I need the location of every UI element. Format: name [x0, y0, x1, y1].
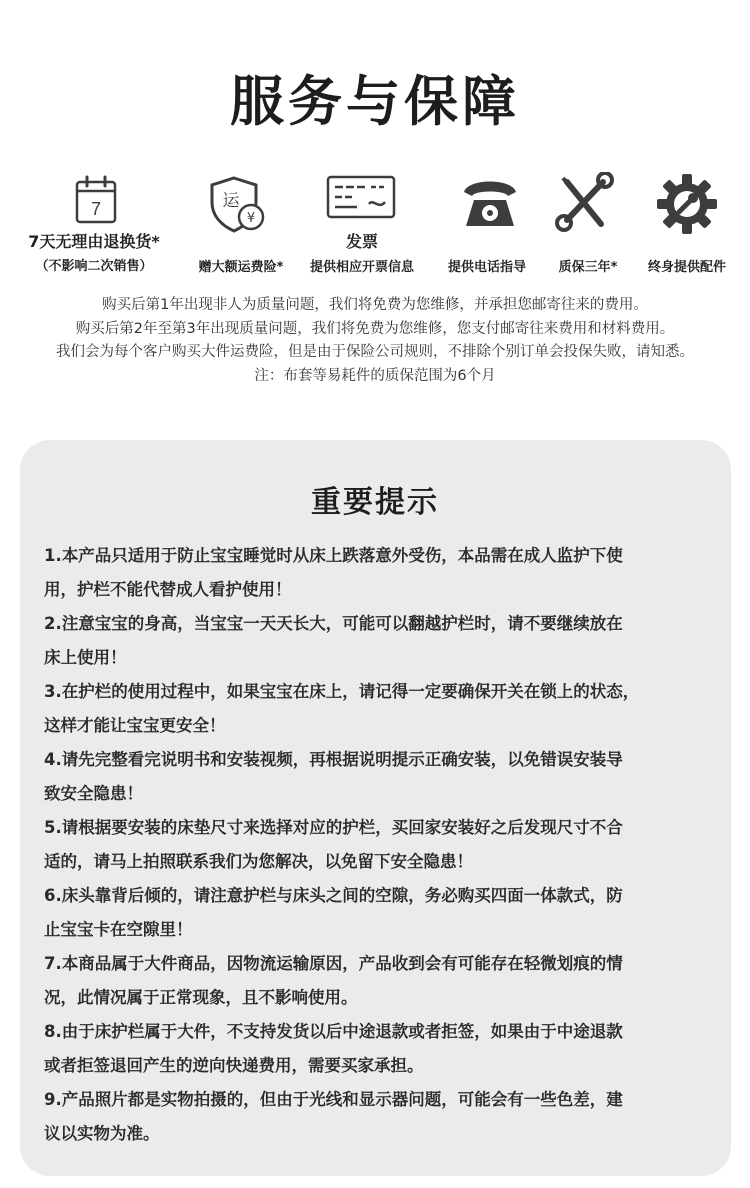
- note-line: 购买后第1年出现非人为质量问题，我们将免费为您维修，并承担您邮寄往来的费用。: [102, 297, 648, 313]
- notice-line: 况，此情况属于正常现象，且不影响使用。: [44, 988, 358, 1007]
- service-sublabel-return: （不影响二次销售）: [35, 259, 153, 274]
- freight-insurance-shield-icon: [204, 172, 268, 236]
- shield-badge-char: 运: [222, 191, 240, 211]
- service-label-phone: 提供电话指导: [447, 260, 526, 275]
- notice-line: 床上使用！: [44, 648, 127, 667]
- notice-line: 致安全隐患！: [44, 784, 143, 803]
- service-label-warranty: 质保三年*: [558, 260, 618, 275]
- notice-line: 8.由于床护栏属于大件，不支持发货以后中途退款或者拒签，如果由于中途退款: [44, 1022, 623, 1041]
- notice-line: 5.请根据要安装的床垫尺寸来选择对应的护栏，买回家安装好之后发现尺寸不合: [44, 818, 623, 837]
- notice-line: 用，护栏不能代替成人看护使用！: [44, 580, 292, 599]
- telephone-icon: [458, 172, 522, 236]
- notice-line: 1.本产品只适用于防止宝宝睡觉时从床上跌落意外受伤，本品需在成人监护下使: [44, 546, 623, 565]
- notice-line: 9.产品照片都是实物拍摄的，但由于光线和显示器问题，可能会有一些色差，建: [44, 1090, 623, 1109]
- invoice-icon: [325, 170, 397, 234]
- calendar-day-number: 7: [90, 199, 102, 219]
- note-line: 注：布套等易耗件的质保范围为6个月: [254, 367, 496, 384]
- notice-line: 4.请先完整看完说明书和安装视频，再根据说明提示正确安装，以免错误安装导: [44, 750, 623, 769]
- calendar-icon: [64, 170, 128, 234]
- note-line: 我们会为每个客户购买大件运费险，但是由于保险公司规则，不排除个别订单会投保失败，请知悉。: [56, 344, 694, 360]
- service-label-freight-insurance: 赠大额运费险*: [198, 260, 284, 275]
- page-title: 服务与保障: [230, 70, 520, 133]
- important-notice-list: [44, 539, 708, 1151]
- notice-line: 2.注意宝宝的身高，当宝宝一天天长大，可能可以翻越护栏时，请不要继续放在: [44, 614, 623, 633]
- notice-line: 3.在护栏的使用过程中，如果宝宝在床上，请记得一定要确保开关在锁上的状态，: [44, 682, 640, 701]
- notice-line: 或者拒签退回产生的逆向快递费用，需要买家承担。: [44, 1056, 424, 1075]
- notice-line: 这样才能让宝宝更安全！: [44, 716, 226, 735]
- warranty-notes: [0, 294, 750, 388]
- notice-line: 7.本商品属于大件商品，因物流运输原因，产品收到会有可能存在轻微划痕的情: [44, 954, 623, 973]
- coin-char: ¥: [246, 211, 256, 226]
- notice-line: 议以实物为准。: [44, 1124, 160, 1143]
- gear-wrench-icon: [655, 172, 719, 236]
- service-label-invoice: 发票: [345, 232, 378, 251]
- service-sublabel-invoice: 提供相应开票信息: [309, 260, 414, 275]
- tools-icon: [553, 172, 617, 236]
- note-line: 购买后第2年至第3年出现质量问题，我们将免费为您维修，您支付邮寄往来费用和材料费用。: [75, 320, 675, 337]
- notice-line: 6.床头靠背后倾的，请注意护栏与床头之间的空隙，务必购买四面一体款式，防: [44, 886, 623, 905]
- service-label-parts: 终身提供配件: [647, 260, 726, 275]
- notice-line: 适的，请马上拍照联系我们为您解决，以免留下安全隐患！: [44, 852, 473, 871]
- service-label-return: 7天无理由退换货*: [28, 232, 160, 251]
- important-notice-title: 重要提示: [311, 485, 439, 520]
- notice-line: 止宝宝卡在空隙里！: [44, 920, 193, 939]
